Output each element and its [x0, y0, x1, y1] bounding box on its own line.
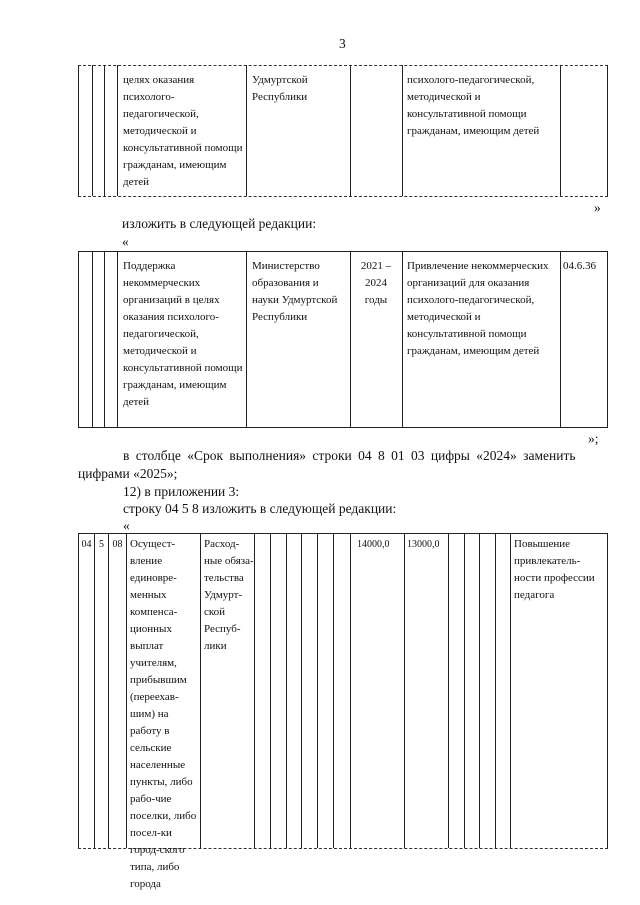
- table-3-result-cell: Повышение привлекатель-ности профессии педагога: [514, 538, 595, 601]
- table-3-name-cell: Осущест-вление единовре-менных компенса-ционных выплат учителям, прибывшим (переехав-шим) на работу в сельские населенные пункты, либо рабо-чие поселки, либо посел-ки город-ского типа, либо города: [130, 538, 197, 890]
- open-quote-2: «: [123, 518, 130, 533]
- page-number: 3: [339, 36, 346, 51]
- table-3-value-1: 14000,0: [357, 539, 390, 550]
- table-2-term-cell: 2021 – 2024 годы: [360, 260, 392, 306]
- table-1-executor-cell: Удмуртской Республики: [252, 74, 308, 103]
- table-3-code-b: 5: [99, 539, 104, 550]
- paragraph-replace-line-1: в столбце «Срок выполнения» строки 04 8 01 03 цифры «2024» заменить: [123, 448, 576, 463]
- paragraph-appendix-3: 12) в приложении 3:: [123, 484, 240, 499]
- close-quote-semicolon: »;: [588, 431, 599, 446]
- paragraph-row-04-5-8: строку 04 5 8 изложить в следующей редакции:: [123, 501, 397, 516]
- table-1-result-cell: психолого-педагогической, методической и консультативной помощи гражданам, имеющим детей: [407, 74, 540, 137]
- table-3-code-c: 08: [112, 539, 123, 550]
- instruction-text: изложить в следующей редакции:: [122, 216, 317, 231]
- table-2-code-cell: 04.6.36: [563, 260, 596, 272]
- open-quote: «: [122, 234, 129, 249]
- table-3-type-cell: Расход-ные обяза-тельства Удмурт-ской Респуб-лики: [204, 538, 254, 652]
- table-1-name-cell: целях оказания психолого-педагогической, методической и консультативной помощи гражданам, имеющим детей: [123, 74, 243, 188]
- table-3-value-2: 13000,0: [407, 539, 440, 550]
- table-3-code-a: 04: [81, 539, 92, 550]
- close-quote: »: [594, 200, 601, 215]
- table-2-name-cell: Поддержка некоммерческих организаций в целях оказания психолого-педагогической, методической и консультативной помощи гражданам, имеющим детей: [123, 260, 243, 408]
- table-2-result-cell: Привлечение некоммерческих организаций для оказания психолого-педагогической, методической и консультативной помощи гражданам, имеющим детей: [407, 260, 549, 357]
- table-2-executor-cell: Министерство образования и науки Удмуртской Республики: [252, 260, 338, 323]
- paragraph-replace-line-2: цифрами «2025»;: [78, 466, 178, 481]
